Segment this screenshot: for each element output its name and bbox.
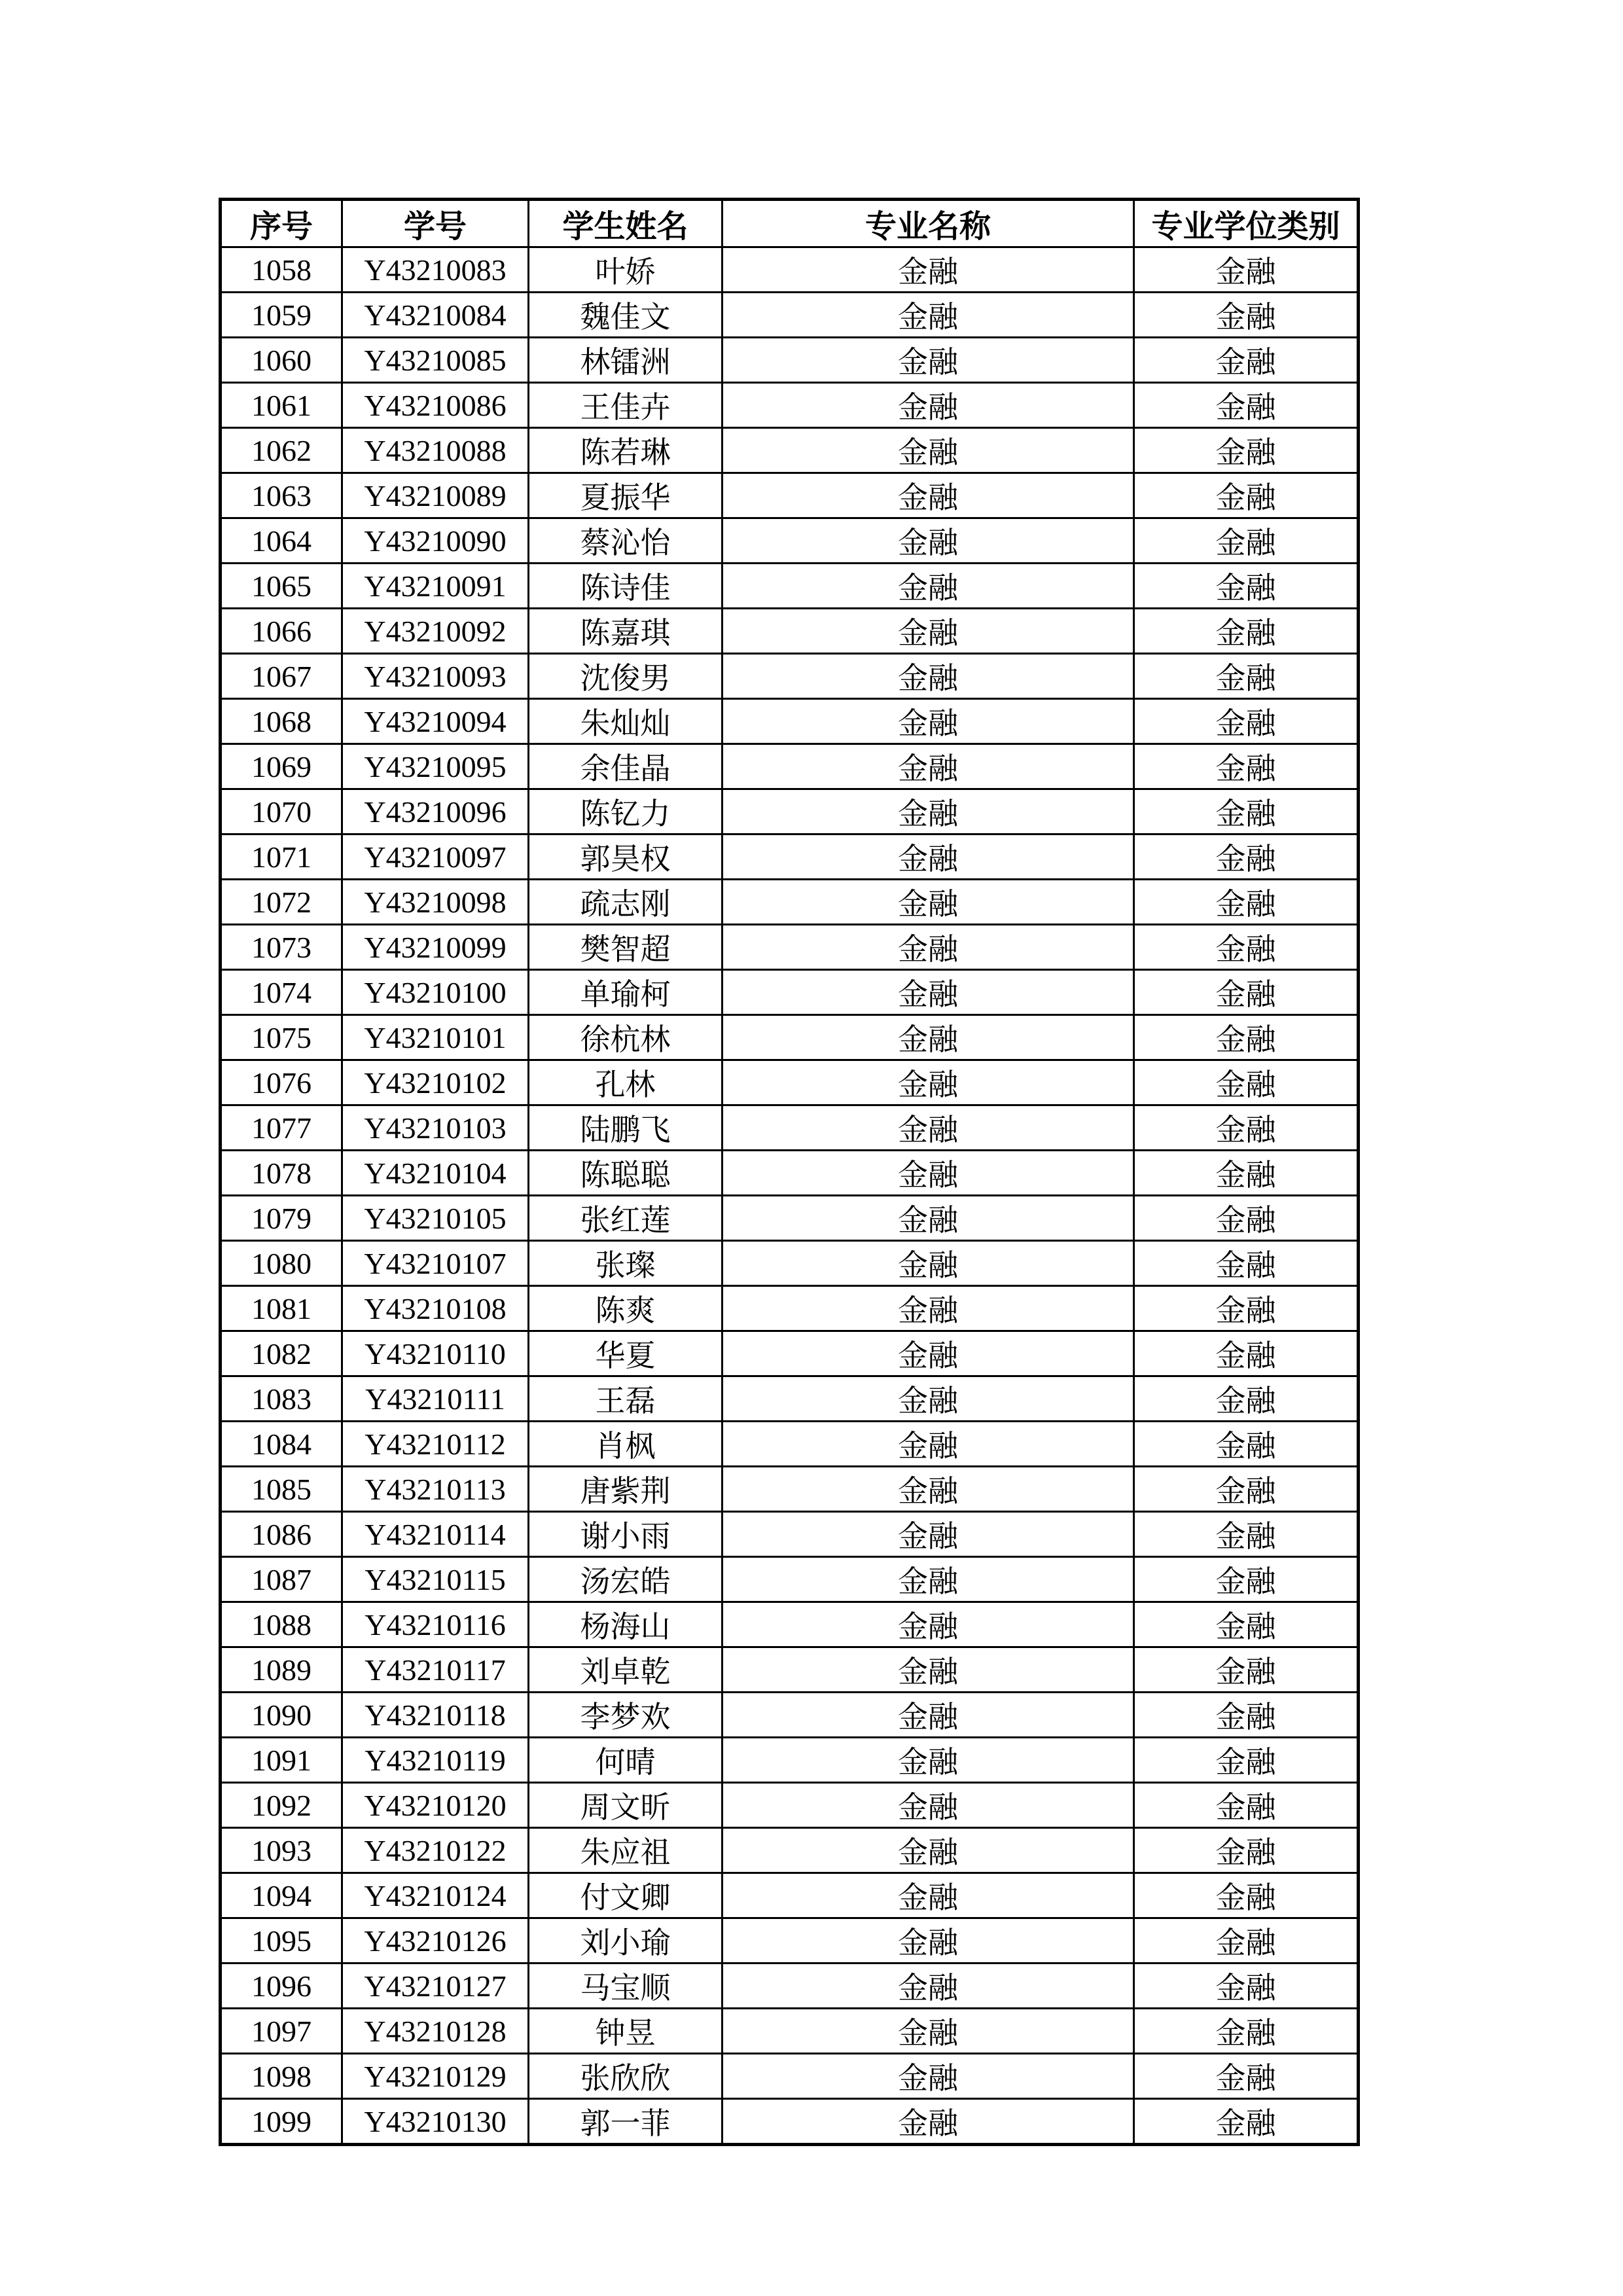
- table-row: [221, 1828, 1359, 1873]
- name-cell: 朱应祖: [529, 1828, 722, 1873]
- degree-category-cell: 金融: [1134, 383, 1359, 428]
- major-cell: 金融: [722, 1512, 1134, 1557]
- header-degree-category: 专业学位类别: [1134, 200, 1359, 247]
- student-id-cell: Y43210116: [342, 1602, 529, 1647]
- degree-category-cell: 金融: [1134, 1241, 1359, 1286]
- degree-category-cell: 金融: [1134, 1467, 1359, 1512]
- table-row: [221, 834, 1359, 880]
- table-row: [221, 1602, 1359, 1647]
- seq-cell: 1092: [221, 1783, 342, 1828]
- major-cell: 金融: [722, 1015, 1134, 1060]
- seq-cell: 1069: [221, 744, 342, 789]
- degree-category-cell: 金融: [1134, 1151, 1359, 1196]
- seq-cell: 1068: [221, 699, 342, 744]
- table-row: [221, 2009, 1359, 2054]
- seq-cell: 1071: [221, 834, 342, 880]
- seq-cell: 1097: [221, 2009, 342, 2054]
- seq-cell: 1090: [221, 1693, 342, 1738]
- degree-category-cell: 金融: [1134, 609, 1359, 654]
- name-cell: 谢小雨: [529, 1512, 722, 1557]
- major-cell: 金融: [722, 2009, 1134, 2054]
- student-id-cell: Y43210084: [342, 293, 529, 338]
- degree-category-cell: 金融: [1134, 1828, 1359, 1873]
- degree-category-cell: 金融: [1134, 654, 1359, 699]
- student-id-cell: Y43210089: [342, 473, 529, 518]
- major-cell: 金融: [722, 789, 1134, 834]
- degree-category-cell: 金融: [1134, 880, 1359, 925]
- table-row: [221, 654, 1359, 699]
- degree-category-cell: 金融: [1134, 1693, 1359, 1738]
- seq-cell: 1060: [221, 338, 342, 383]
- degree-category-cell: 金融: [1134, 2054, 1359, 2099]
- seq-cell: 1065: [221, 564, 342, 609]
- name-cell: 张欣欣: [529, 2054, 722, 2099]
- student-id-cell: Y43210119: [342, 1738, 529, 1783]
- student-id-cell: Y43210105: [342, 1196, 529, 1241]
- major-cell: 金融: [722, 1105, 1134, 1151]
- seq-cell: 1064: [221, 518, 342, 564]
- seq-cell: 1091: [221, 1738, 342, 1783]
- table-row: [221, 1557, 1359, 1602]
- major-cell: 金融: [722, 609, 1134, 654]
- major-cell: 金融: [722, 293, 1134, 338]
- degree-category-cell: 金融: [1134, 970, 1359, 1015]
- name-cell: 余佳晶: [529, 744, 722, 789]
- name-cell: 陈若琳: [529, 428, 722, 473]
- student-id-cell: Y43210113: [342, 1467, 529, 1512]
- student-id-cell: Y43210107: [342, 1241, 529, 1286]
- name-cell: 杨海山: [529, 1602, 722, 1647]
- table-row: [221, 1693, 1359, 1738]
- name-cell: 王佳卉: [529, 383, 722, 428]
- seq-cell: 1058: [221, 247, 342, 293]
- name-cell: 张璨: [529, 1241, 722, 1286]
- table-row: [221, 699, 1359, 744]
- name-cell: 刘卓乾: [529, 1647, 722, 1693]
- major-cell: 金融: [722, 1738, 1134, 1783]
- seq-cell: 1094: [221, 1873, 342, 1918]
- name-cell: 王磊: [529, 1376, 722, 1422]
- seq-cell: 1079: [221, 1196, 342, 1241]
- table-row: [221, 1376, 1359, 1422]
- major-cell: 金融: [722, 1060, 1134, 1105]
- seq-cell: 1082: [221, 1331, 342, 1376]
- student-id-cell: Y43210127: [342, 1964, 529, 2009]
- table-row: [221, 1331, 1359, 1376]
- student-id-cell: Y43210115: [342, 1557, 529, 1602]
- student-id-cell: Y43210130: [342, 2099, 529, 2145]
- header-seq: 序号: [221, 200, 342, 247]
- major-cell: 金融: [722, 970, 1134, 1015]
- seq-cell: 1096: [221, 1964, 342, 2009]
- major-cell: 金融: [722, 1918, 1134, 1964]
- degree-category-cell: 金融: [1134, 1105, 1359, 1151]
- degree-category-cell: 金融: [1134, 428, 1359, 473]
- name-cell: 朱灿灿: [529, 699, 722, 744]
- major-cell: 金融: [722, 654, 1134, 699]
- table-row: [221, 2054, 1359, 2099]
- name-cell: 沈俊男: [529, 654, 722, 699]
- degree-category-cell: 金融: [1134, 744, 1359, 789]
- major-cell: 金融: [722, 1286, 1134, 1331]
- degree-category-cell: 金融: [1134, 247, 1359, 293]
- name-cell: 陆鹏飞: [529, 1105, 722, 1151]
- name-cell: 陈诗佳: [529, 564, 722, 609]
- degree-category-cell: 金融: [1134, 1602, 1359, 1647]
- table-row: [221, 338, 1359, 383]
- degree-category-cell: 金融: [1134, 2099, 1359, 2145]
- table-header: [221, 200, 1359, 247]
- table-row: [221, 1783, 1359, 1828]
- major-cell: 金融: [722, 338, 1134, 383]
- table-row: [221, 789, 1359, 834]
- table-row: [221, 383, 1359, 428]
- seq-cell: 1081: [221, 1286, 342, 1331]
- seq-cell: 1075: [221, 1015, 342, 1060]
- degree-category-cell: 金融: [1134, 925, 1359, 970]
- degree-category-cell: 金融: [1134, 1015, 1359, 1060]
- major-cell: 金融: [722, 247, 1134, 293]
- seq-cell: 1098: [221, 2054, 342, 2099]
- student-id-cell: Y43210108: [342, 1286, 529, 1331]
- seq-cell: 1085: [221, 1467, 342, 1512]
- table-row: [221, 1647, 1359, 1693]
- student-id-cell: Y43210093: [342, 654, 529, 699]
- name-cell: 唐紫荆: [529, 1467, 722, 1512]
- major-cell: 金融: [722, 1602, 1134, 1647]
- seq-cell: 1088: [221, 1602, 342, 1647]
- seq-cell: 1093: [221, 1828, 342, 1873]
- student-id-cell: Y43210083: [342, 247, 529, 293]
- name-cell: 周文昕: [529, 1783, 722, 1828]
- major-cell: 金融: [722, 518, 1134, 564]
- student-id-cell: Y43210124: [342, 1873, 529, 1918]
- seq-cell: 1063: [221, 473, 342, 518]
- degree-category-cell: 金融: [1134, 1783, 1359, 1828]
- student-id-cell: Y43210112: [342, 1422, 529, 1467]
- seq-cell: 1076: [221, 1060, 342, 1105]
- seq-cell: 1095: [221, 1918, 342, 1964]
- degree-category-cell: 金融: [1134, 293, 1359, 338]
- degree-category-cell: 金融: [1134, 564, 1359, 609]
- student-id-cell: Y43210092: [342, 609, 529, 654]
- table-row: [221, 1738, 1359, 1783]
- seq-cell: 1072: [221, 880, 342, 925]
- table-row: [221, 744, 1359, 789]
- name-cell: 樊智超: [529, 925, 722, 970]
- seq-cell: 1073: [221, 925, 342, 970]
- major-cell: 金融: [722, 1376, 1134, 1422]
- name-cell: 孔林: [529, 1060, 722, 1105]
- name-cell: 马宝顺: [529, 1964, 722, 2009]
- name-cell: 疏志刚: [529, 880, 722, 925]
- major-cell: 金融: [722, 1693, 1134, 1738]
- table-row: [221, 564, 1359, 609]
- name-cell: 钟昱: [529, 2009, 722, 2054]
- student-id-cell: Y43210120: [342, 1783, 529, 1828]
- degree-category-cell: 金融: [1134, 1964, 1359, 2009]
- student-id-cell: Y43210128: [342, 2009, 529, 2054]
- table-row: [221, 925, 1359, 970]
- table-row: [221, 428, 1359, 473]
- degree-category-cell: 金融: [1134, 338, 1359, 383]
- seq-cell: 1062: [221, 428, 342, 473]
- table-row: [221, 2099, 1359, 2145]
- student-id-cell: Y43210126: [342, 1918, 529, 1964]
- header-major: 专业名称: [722, 200, 1134, 247]
- name-cell: 叶娇: [529, 247, 722, 293]
- name-cell: 林镭洲: [529, 338, 722, 383]
- table-row: [221, 1196, 1359, 1241]
- name-cell: 陈聪聪: [529, 1151, 722, 1196]
- table-row: [221, 1512, 1359, 1557]
- table-row: [221, 247, 1359, 293]
- major-cell: 金融: [722, 1422, 1134, 1467]
- name-cell: 刘小瑜: [529, 1918, 722, 1964]
- name-cell: 夏振华: [529, 473, 722, 518]
- major-cell: 金融: [722, 2099, 1134, 2145]
- table-row: [221, 473, 1359, 518]
- degree-category-cell: 金融: [1134, 1376, 1359, 1422]
- degree-category-cell: 金融: [1134, 1422, 1359, 1467]
- name-cell: 郭昊权: [529, 834, 722, 880]
- major-cell: 金融: [722, 2054, 1134, 2099]
- major-cell: 金融: [722, 925, 1134, 970]
- seq-cell: 1083: [221, 1376, 342, 1422]
- degree-category-cell: 金融: [1134, 1647, 1359, 1693]
- major-cell: 金融: [722, 1647, 1134, 1693]
- student-id-cell: Y43210085: [342, 338, 529, 383]
- degree-category-cell: 金融: [1134, 699, 1359, 744]
- header-student-id: 学号: [342, 200, 529, 247]
- seq-cell: 1066: [221, 609, 342, 654]
- student-id-cell: Y43210098: [342, 880, 529, 925]
- student-id-cell: Y43210091: [342, 564, 529, 609]
- header-student-name: 学生姓名: [529, 200, 722, 247]
- seq-cell: 1061: [221, 383, 342, 428]
- student-id-cell: Y43210096: [342, 789, 529, 834]
- table-row: [221, 1964, 1359, 2009]
- header-row: [221, 200, 1359, 247]
- degree-category-cell: 金融: [1134, 1060, 1359, 1105]
- table-row: [221, 518, 1359, 564]
- major-cell: 金融: [722, 744, 1134, 789]
- student-id-cell: Y43210099: [342, 925, 529, 970]
- name-cell: 蔡沁怡: [529, 518, 722, 564]
- table-body: [221, 247, 1359, 2145]
- major-cell: 金融: [722, 880, 1134, 925]
- major-cell: 金融: [722, 1964, 1134, 2009]
- name-cell: 魏佳文: [529, 293, 722, 338]
- seq-cell: 1087: [221, 1557, 342, 1602]
- student-id-cell: Y43210122: [342, 1828, 529, 1873]
- student-id-cell: Y43210088: [342, 428, 529, 473]
- seq-cell: 1077: [221, 1105, 342, 1151]
- student-id-cell: Y43210110: [342, 1331, 529, 1376]
- degree-category-cell: 金融: [1134, 789, 1359, 834]
- major-cell: 金融: [722, 834, 1134, 880]
- table-row: [221, 1015, 1359, 1060]
- seq-cell: 1059: [221, 293, 342, 338]
- student-id-cell: Y43210102: [342, 1060, 529, 1105]
- student-id-cell: Y43210103: [342, 1105, 529, 1151]
- major-cell: 金融: [722, 1557, 1134, 1602]
- major-cell: 金融: [722, 1196, 1134, 1241]
- table-row: [221, 1060, 1359, 1105]
- degree-category-cell: 金融: [1134, 518, 1359, 564]
- seq-cell: 1080: [221, 1241, 342, 1286]
- name-cell: 汤宏皓: [529, 1557, 722, 1602]
- student-id-cell: Y43210090: [342, 518, 529, 564]
- name-cell: 李梦欢: [529, 1693, 722, 1738]
- table-row: [221, 1241, 1359, 1286]
- seq-cell: 1086: [221, 1512, 342, 1557]
- seq-cell: 1070: [221, 789, 342, 834]
- table-row: [221, 880, 1359, 925]
- name-cell: 陈爽: [529, 1286, 722, 1331]
- degree-category-cell: 金融: [1134, 1557, 1359, 1602]
- student-id-cell: Y43210118: [342, 1693, 529, 1738]
- name-cell: 陈钇力: [529, 789, 722, 834]
- degree-category-cell: 金融: [1134, 2009, 1359, 2054]
- name-cell: 何晴: [529, 1738, 722, 1783]
- major-cell: 金融: [722, 1783, 1134, 1828]
- student-id-cell: Y43210129: [342, 2054, 529, 2099]
- table-row: [221, 293, 1359, 338]
- table-row: [221, 1151, 1359, 1196]
- name-cell: 徐杭林: [529, 1015, 722, 1060]
- seq-cell: 1099: [221, 2099, 342, 2145]
- name-cell: 肖枫: [529, 1422, 722, 1467]
- student-id-cell: Y43210086: [342, 383, 529, 428]
- name-cell: 陈嘉琪: [529, 609, 722, 654]
- degree-category-cell: 金融: [1134, 834, 1359, 880]
- degree-category-cell: 金融: [1134, 1512, 1359, 1557]
- student-id-cell: Y43210094: [342, 699, 529, 744]
- table-row: [221, 1105, 1359, 1151]
- major-cell: 金融: [722, 1467, 1134, 1512]
- table-row: [221, 609, 1359, 654]
- degree-category-cell: 金融: [1134, 1918, 1359, 1964]
- seq-cell: 1089: [221, 1647, 342, 1693]
- major-cell: 金融: [722, 564, 1134, 609]
- major-cell: 金融: [722, 1151, 1134, 1196]
- major-cell: 金融: [722, 1331, 1134, 1376]
- seq-cell: 1078: [221, 1151, 342, 1196]
- name-cell: 付文卿: [529, 1873, 722, 1918]
- student-id-cell: Y43210097: [342, 834, 529, 880]
- table-row: [221, 1422, 1359, 1467]
- table-row: [221, 970, 1359, 1015]
- student-id-cell: Y43210101: [342, 1015, 529, 1060]
- major-cell: 金融: [722, 1241, 1134, 1286]
- major-cell: 金融: [722, 699, 1134, 744]
- seq-cell: 1084: [221, 1422, 342, 1467]
- major-cell: 金融: [722, 428, 1134, 473]
- student-roster-table: [219, 198, 1360, 2146]
- table-row: [221, 1286, 1359, 1331]
- major-cell: 金融: [722, 1828, 1134, 1873]
- degree-category-cell: 金融: [1134, 1196, 1359, 1241]
- table-row: [221, 1873, 1359, 1918]
- degree-category-cell: 金融: [1134, 473, 1359, 518]
- degree-category-cell: 金融: [1134, 1873, 1359, 1918]
- table-row: [221, 1467, 1359, 1512]
- name-cell: 张红莲: [529, 1196, 722, 1241]
- student-id-cell: Y43210100: [342, 970, 529, 1015]
- degree-category-cell: 金融: [1134, 1286, 1359, 1331]
- degree-category-cell: 金融: [1134, 1738, 1359, 1783]
- major-cell: 金融: [722, 473, 1134, 518]
- seq-cell: 1074: [221, 970, 342, 1015]
- student-id-cell: Y43210104: [342, 1151, 529, 1196]
- name-cell: 华夏: [529, 1331, 722, 1376]
- student-id-cell: Y43210114: [342, 1512, 529, 1557]
- table-row: [221, 1918, 1359, 1964]
- degree-category-cell: 金融: [1134, 1331, 1359, 1376]
- name-cell: 单瑜柯: [529, 970, 722, 1015]
- student-id-cell: Y43210111: [342, 1376, 529, 1422]
- seq-cell: 1067: [221, 654, 342, 699]
- student-id-cell: Y43210117: [342, 1647, 529, 1693]
- name-cell: 郭一菲: [529, 2099, 722, 2145]
- major-cell: 金融: [722, 1873, 1134, 1918]
- student-id-cell: Y43210095: [342, 744, 529, 789]
- major-cell: 金融: [722, 383, 1134, 428]
